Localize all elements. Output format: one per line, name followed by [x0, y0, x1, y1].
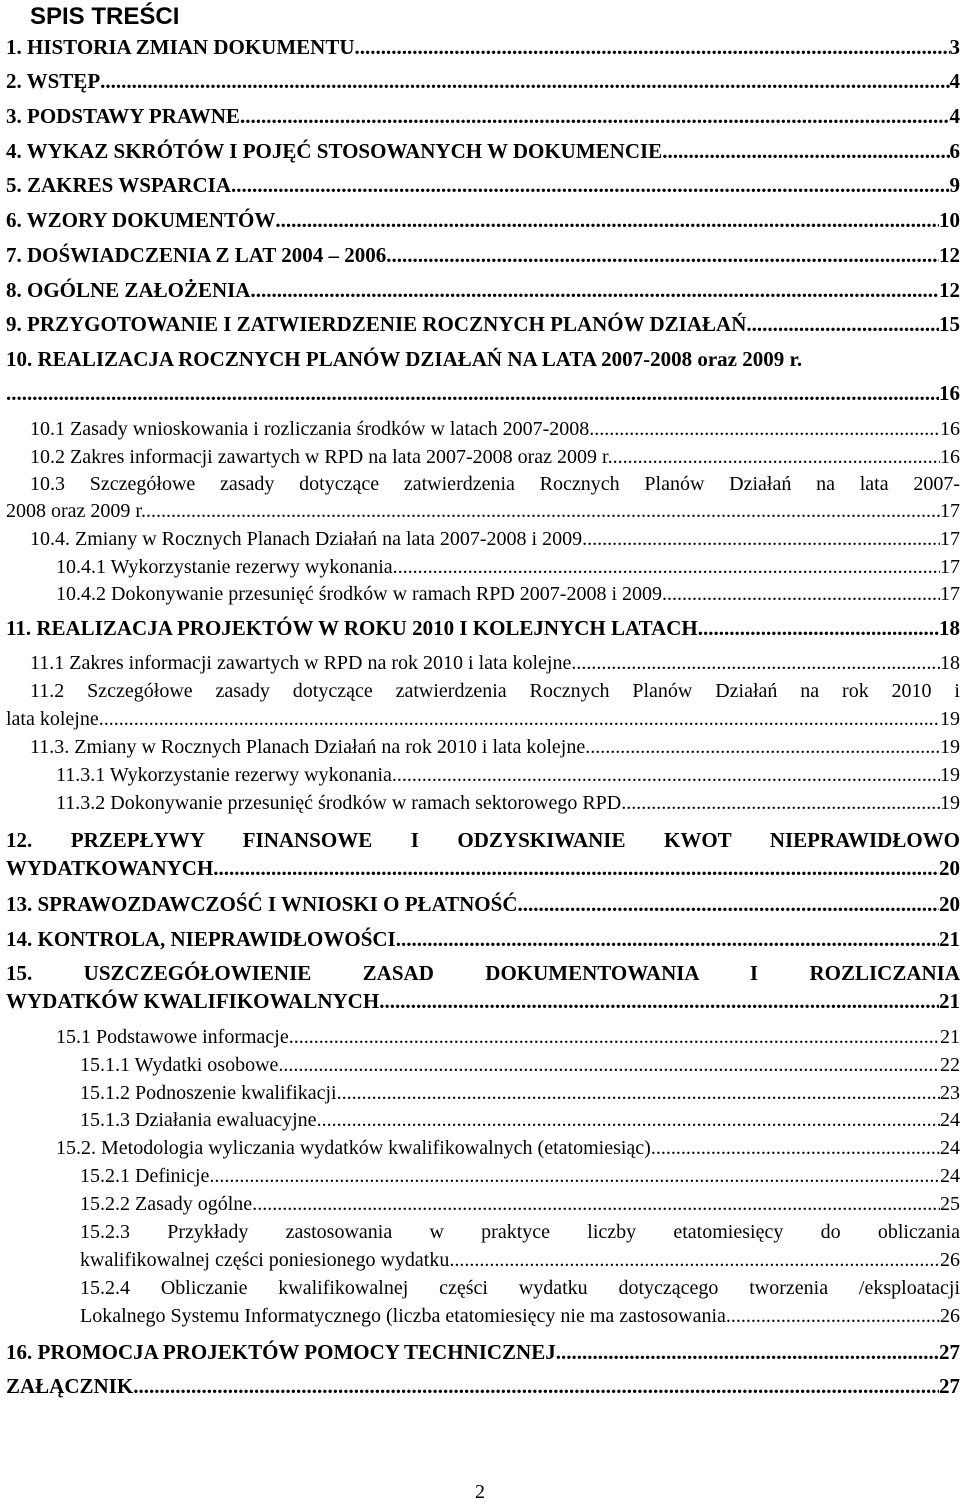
toc-leader-dots [355, 34, 950, 61]
toc-entry-title: 11. REALIZACJA PROJEKTÓW W ROKU 2010 I KOLEJNYCH LATACH [6, 616, 698, 640]
toc-page-number: 23 [940, 1082, 960, 1104]
toc-leader-dots [209, 1163, 940, 1189]
toc-entry-line [56, 1135, 960, 1161]
toc-page-number: 17 [940, 528, 960, 550]
toc-leader-dots [393, 554, 940, 580]
toc-entry-line [80, 1247, 960, 1273]
toc-entry-title: ZAŁĄCZNIK [6, 1374, 134, 1398]
toc-entry-title: kwalifikowalnej części poniesionego wydatku [80, 1249, 450, 1271]
toc-entry-line [6, 277, 960, 304]
toc-leader-dots [99, 706, 940, 732]
toc-page-number: 27 [939, 1340, 960, 1364]
toc-entry-line [6, 34, 960, 61]
toc-entry-line [6, 1373, 960, 1400]
toc-leader-dots [379, 988, 939, 1015]
toc-leader-dots [662, 138, 949, 165]
toc-leader-dots [582, 526, 940, 552]
toc-entry-line [30, 734, 960, 760]
toc-page-number: 18 [940, 652, 960, 674]
toc-page-number: 26 [940, 1249, 960, 1271]
toc-leader-dots [571, 650, 940, 676]
toc-entry-line [6, 172, 960, 199]
toc-leader-dots [231, 172, 949, 199]
toc-entry-title: 8. OGÓLNE ZAŁOŻENIA [6, 278, 251, 302]
toc-page-number: 20 [939, 856, 960, 880]
toc-page-number: 21 [939, 989, 960, 1013]
toc-leader-dots [317, 1107, 940, 1133]
toc-page-number: 16 [939, 381, 960, 405]
toc-page-number: 20 [939, 892, 960, 916]
toc-entry-title: 10.1 Zasady wnioskowania i rozliczania środków w latach 2007-2008 [30, 418, 590, 440]
toc-entry-line [56, 581, 960, 607]
toc-page-number: 12 [939, 243, 960, 267]
toc-entry-line [6, 926, 960, 953]
toc-entry-title: 13. SPRAWOZDAWCZOŚĆ I WNIOSKI O PŁATNOŚĆ [6, 892, 518, 916]
toc-leader-dots [337, 1080, 940, 1106]
toc-leader-dots [278, 1052, 940, 1078]
toc-page-number: 4 [949, 69, 960, 93]
toc-entry-line [30, 416, 960, 442]
toc-leader-dots [621, 790, 940, 816]
toc-entry-title: 10.2 Zakres informacji zawartych w RPD na lata 2007-2008 oraz 2009 r. [30, 446, 613, 468]
toc-page-number: 22 [940, 1054, 960, 1076]
toc-entry-title: 9. PRZYGOTOWANIE I ZATWIERDZENIE ROCZNYCH PLANÓW DZIAŁAŃ [6, 312, 747, 336]
toc-entry-title: 10.4. Zmiany w Rocznych Planach Działań na lata 2007-2008 i 2009 [30, 528, 583, 550]
toc-page-number: 24 [940, 1137, 960, 1159]
toc-entry-line [80, 1303, 960, 1329]
toc-leader-dots [100, 68, 949, 95]
toc-page-number: 19 [940, 736, 960, 758]
toc-page-number: 17 [940, 500, 960, 522]
toc-leader-dots [746, 311, 939, 338]
toc-leader-dots [698, 615, 939, 642]
toc-entry-title-line1: 15. USZCZEGÓŁOWIENIE ZASAD DOKUMENTOWANIA I ROZLICZANIA [6, 961, 960, 985]
toc-leader-dots [250, 277, 939, 304]
toc-entry-title: 15.1 Podstawowe informacje [56, 1026, 289, 1048]
toc-leader-dots [6, 380, 939, 407]
toc-page-number: 25 [940, 1193, 960, 1215]
toc-entry-title: 10. REALIZACJA ROCZNYCH PLANÓW DZIAŁAŃ NA LATA 2007-2008 oraz 2009 r. [6, 347, 803, 371]
toc-leader-dots [585, 734, 940, 760]
toc-leader-dots [289, 1024, 940, 1050]
toc-entry-title-line1: 10.3 Szczegółowe zasady dotyczące zatwierdzenia Rocznych Planów Działań na lata 2007- [30, 473, 960, 495]
toc-entry-title: lata kolejne [6, 708, 99, 730]
toc-entry-title-line1: 15.2.3 Przykłady zastosowania w praktyce liczby etatomiesięcy do obliczania [80, 1221, 960, 1243]
toc-page-number: 21 [939, 927, 960, 951]
toc-page-number: 17 [940, 583, 960, 605]
toc-entry-line [6, 138, 960, 165]
toc-leader-dots [252, 1191, 940, 1217]
toc-entry-title: Lokalnego Systemu Informatycznego (liczba etatomiesięcy nie ma zastosowania [80, 1305, 726, 1327]
toc-entry-line [6, 207, 960, 234]
toc-leader-dots [613, 444, 940, 470]
toc-leader-dots [386, 242, 939, 269]
toc-page-number: 10 [939, 208, 960, 232]
toc-entry-line [56, 762, 960, 788]
toc-entry-title: 16. PROMOCJA PROJEKTÓW POMOCY TECHNICZNEJ [6, 1340, 556, 1364]
toc-leader-dots [662, 581, 940, 607]
toc-leader-dots [240, 103, 950, 130]
toc-leader-dots [392, 762, 940, 788]
toc-entry-title: 11.3.1 Wykorzystanie rezerwy wykonania [56, 764, 392, 786]
toc-entry-line [6, 855, 960, 882]
toc-entry-line [56, 1024, 960, 1050]
toc-entry-line [6, 68, 960, 95]
toc-entry-line [80, 1191, 960, 1217]
toc-entry-line [30, 526, 960, 552]
table-of-contents [6, 0, 960, 1480]
toc-entry-title: 15.2. Metodologia wyliczania wydatków kwalifikowalnych (etatomiesiąc) [56, 1137, 651, 1159]
toc-entry-title: WYDATKÓW KWALIFIKOWALNYCH [6, 989, 380, 1013]
toc-entry-title: 5. ZAKRES WSPARCIA [6, 173, 232, 197]
toc-page-number: 19 [940, 764, 960, 786]
toc-page-number: 6 [949, 139, 960, 163]
toc-leader-dots [133, 1373, 939, 1400]
toc-leader-dots [518, 891, 940, 918]
toc-page-number: 24 [940, 1109, 960, 1131]
toc-leader-dots [396, 926, 939, 953]
toc-entry-line [6, 1339, 960, 1366]
toc-entry-title: 15.2.2 Zasady ogólne [80, 1193, 253, 1215]
toc-entry-title: 11.3.2 Dokonywanie przesunięć środków w ramach sektorowego RPD [56, 792, 622, 814]
toc-entry-title: 11.3. Zmiany w Rocznych Planach Działań na rok 2010 i lata kolejne [30, 736, 586, 758]
toc-page-number: 16 [940, 446, 960, 468]
toc-entry-line [30, 650, 960, 676]
toc-entry-title: 15.1.1 Wydatki osobowe [80, 1054, 279, 1076]
toc-entry-title: 10.4.1 Wykorzystanie rezerwy wykonania [56, 556, 393, 578]
toc-entry-line [80, 1163, 960, 1189]
toc-leader-dots [213, 855, 939, 882]
toc-page-number: 12 [939, 278, 960, 302]
toc-entry-title-line1: 11.2 Szczegółowe zasady dotyczące zatwierdzenia Rocznych Planów Działań na rok 2010 i [30, 680, 960, 702]
toc-page-number: 17 [940, 556, 960, 578]
toc-entry-title: 15.2.1 Definicje [80, 1165, 210, 1187]
toc-page-number: 21 [940, 1026, 960, 1048]
toc-entry-line [80, 1080, 960, 1106]
toc-entry-title-line1: 15.2.4 Obliczanie kwalifikowalnej części wydatku dotyczącego tworzenia /eksploatacji [80, 1277, 960, 1299]
toc-leader-dots [726, 1303, 940, 1329]
toc-entry-line [80, 1107, 960, 1133]
toc-leader-dots [651, 1135, 940, 1161]
toc-entry-title: 6. WZORY DOKUMENTÓW [6, 208, 276, 232]
toc-entry-line [56, 554, 960, 580]
toc-entry-title: 7. DOŚWIADCZENIA Z LAT 2004 – 2006 [6, 243, 387, 267]
toc-entry-line [6, 891, 960, 918]
toc-entry-title-line1: 12. PRZEPŁYWY FINANSOWE I ODZYSKIWANIE KWOT NIEPRAWIDŁOWO [6, 828, 960, 852]
toc-heading: SPIS TREŚCI [30, 3, 180, 30]
toc-page-number: 27 [939, 1374, 960, 1398]
toc-entry-title: 1. HISTORIA ZMIAN DOKUMENTU [6, 35, 355, 59]
toc-page-number: 18 [939, 616, 960, 640]
toc-leader-dots [589, 416, 940, 442]
toc-page-number: 3 [949, 35, 960, 59]
toc-entry-title: 4. WYKAZ SKRÓTÓW I POJĘĆ STOSOWANYCH W DOKUMENCIE [6, 139, 663, 163]
toc-entry-line [30, 444, 960, 470]
toc-page-number: 19 [940, 708, 960, 730]
toc-entry-title: 3. PODSTAWY PRAWNE [6, 104, 240, 128]
toc-entry-title: 15.1.2 Podnoszenie kwalifikacji [80, 1082, 337, 1104]
toc-entry-line [6, 103, 960, 130]
toc-entry-line [6, 988, 960, 1015]
toc-page-number: 26 [940, 1305, 960, 1327]
toc-entry-line [6, 242, 960, 269]
toc-entry-line [6, 498, 960, 524]
toc-entry-line [80, 1052, 960, 1078]
toc-entry-title: 10.4.2 Dokonywanie przesunięć środków w ramach RPD 2007-2008 i 2009 [56, 583, 663, 605]
toc-entry-line [6, 380, 960, 407]
toc-page-number: 16 [940, 418, 960, 440]
toc-leader-dots [556, 1339, 939, 1366]
toc-leader-dots [275, 207, 939, 234]
toc-page-number: 15 [939, 312, 960, 336]
toc-page-number: 9 [949, 173, 960, 197]
toc-entry-title: WYDATKOWANYCH [6, 856, 214, 880]
page-number: 2 [475, 1481, 485, 1503]
toc-page-number: 4 [949, 104, 960, 128]
toc-entry-title: 2008 oraz 2009 r. [6, 500, 146, 522]
toc-leader-dots [146, 498, 940, 524]
toc-entry-line [6, 615, 960, 642]
toc-page-number: 24 [940, 1165, 960, 1187]
toc-leader-dots [449, 1247, 940, 1273]
toc-entry-line [56, 790, 960, 816]
toc-entry-title: 11.1 Zakres informacji zawartych w RPD na rok 2010 i lata kolejne [30, 652, 572, 674]
toc-entry-title: 15.1.3 Działania ewaluacyjne [80, 1109, 317, 1131]
toc-entry-title: 14. KONTROLA, NIEPRAWIDŁOWOŚCI [6, 927, 396, 951]
toc-entry-line [6, 706, 960, 732]
toc-page-number: 19 [940, 792, 960, 814]
toc-entry-line [6, 311, 960, 338]
toc-entry-title: 2. WSTĘP [6, 69, 101, 93]
